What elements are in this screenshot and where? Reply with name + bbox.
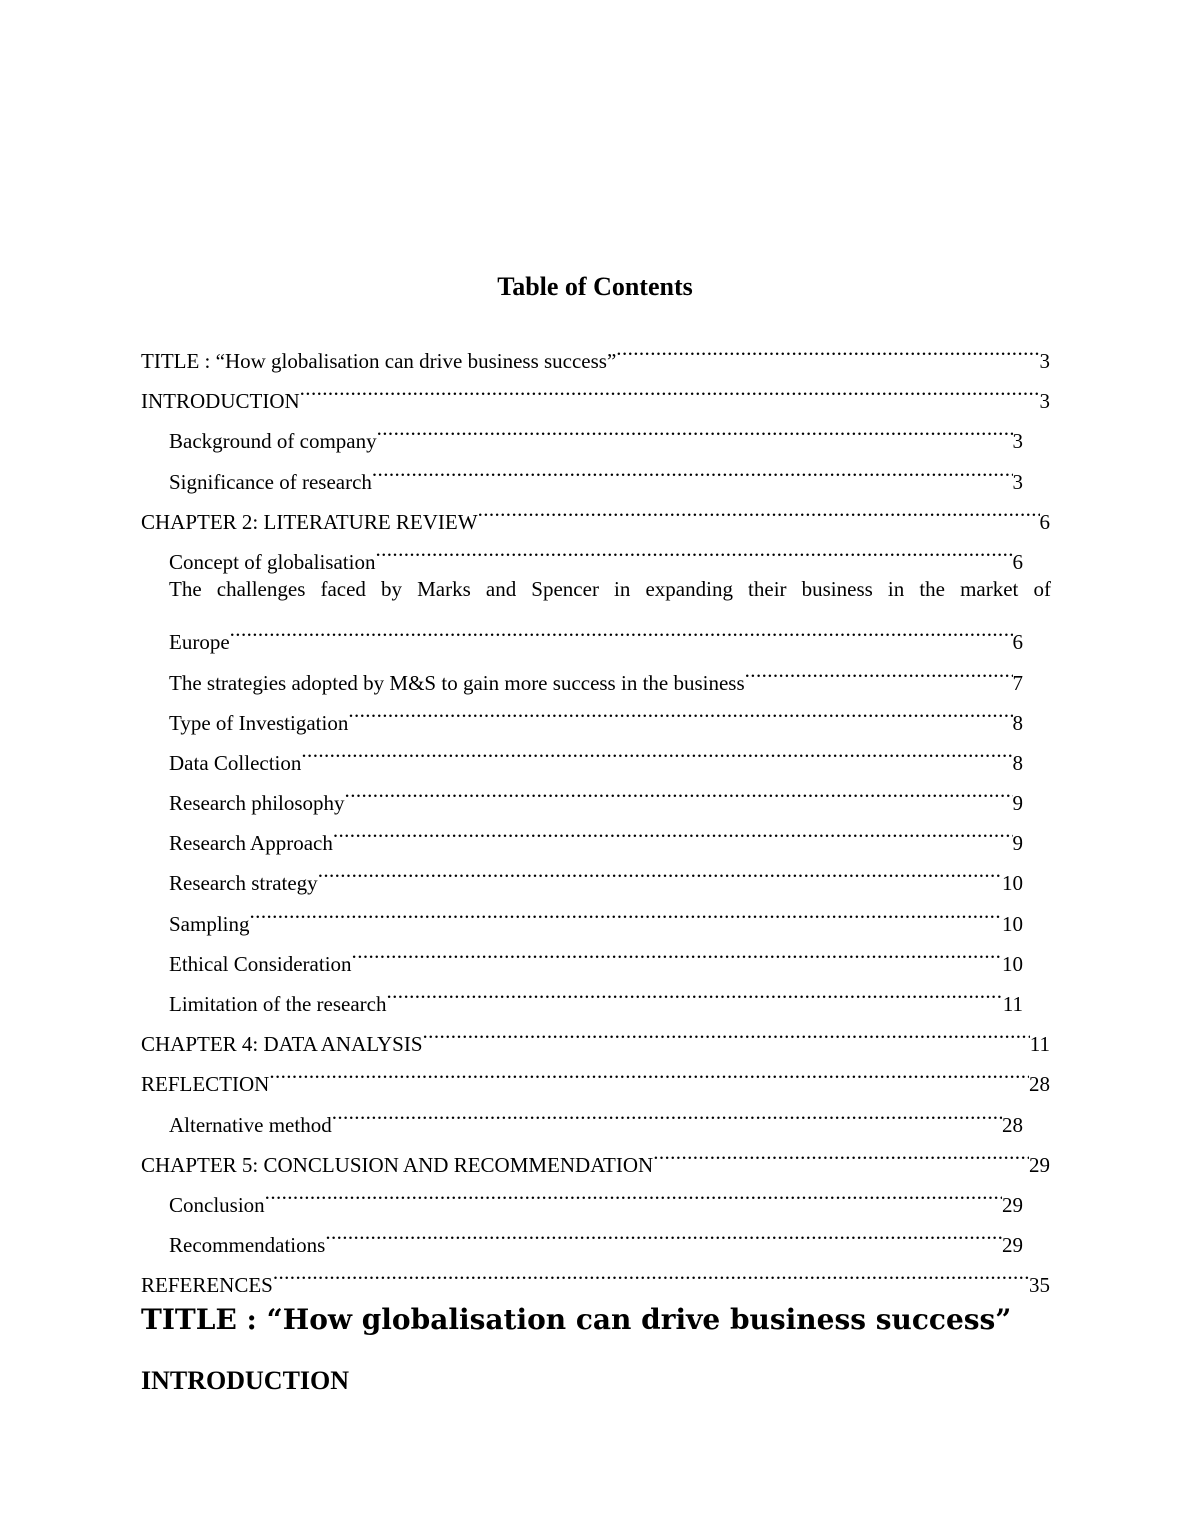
toc-dot-leader — [300, 368, 1040, 408]
toc-page-number: 10 — [1002, 871, 1023, 896]
toc-entry[interactable] — [141, 368, 1050, 414]
toc-page-number: 29 — [1002, 1192, 1023, 1217]
toc-page-number: 10 — [1002, 911, 1023, 936]
toc-dot-leader — [265, 1172, 1002, 1212]
toc-entry-text: REFERENCES — [141, 1273, 273, 1298]
toc-entry-text: TITLE : “How globalisation can drive business success” — [141, 349, 617, 373]
toc-dot-leader — [616, 328, 1039, 368]
toc-page-number: 6 — [1012, 549, 1023, 574]
toc-entry[interactable] — [169, 408, 1023, 454]
toc-entry-text: Conclusion — [169, 1192, 265, 1217]
toc-page-number: 35 — [1029, 1273, 1050, 1298]
toc-entry[interactable] — [169, 1172, 1023, 1217]
toc-dot-leader — [348, 690, 1012, 730]
toc-dot-leader — [375, 529, 1012, 569]
toc-dot-leader — [478, 489, 1040, 529]
toc-entry[interactable] — [169, 1092, 1023, 1137]
toc-page-number: 8 — [1012, 710, 1023, 735]
toc-entry[interactable] — [169, 810, 1023, 856]
section-heading-introduction: INTRODUCTION — [141, 1366, 350, 1395]
toc-entry[interactable] — [169, 449, 1023, 494]
toc-entry[interactable] — [169, 850, 1023, 896]
toc-entry[interactable] — [169, 690, 1023, 735]
document-title: TITLE : “How globalisation can drive business success” — [141, 1303, 1012, 1336]
toc-entry[interactable] — [141, 1051, 1050, 1097]
toc-page-number: 3 — [1012, 429, 1023, 454]
toc-entry-text: Research strategy — [169, 871, 318, 896]
toc-page-number: 29 — [1002, 1233, 1023, 1258]
toc-entry[interactable] — [169, 770, 1023, 816]
toc-entry[interactable] — [169, 730, 1023, 775]
toc-page-number: 3 — [1039, 389, 1050, 414]
toc-entry-text: Type of Investigation — [169, 710, 349, 735]
toc-entry[interactable] — [169, 650, 1023, 695]
toc-page-number: 10 — [1002, 951, 1023, 976]
toc-page-number: 6 — [1012, 630, 1023, 655]
toc-entry-text: REFLECTION — [141, 1072, 270, 1097]
toc-page-number: 29 — [1029, 1152, 1050, 1177]
toc-entry[interactable] — [169, 891, 1023, 936]
toc-entry[interactable] — [141, 1132, 1050, 1177]
toc-heading: Table of Contents — [497, 272, 693, 301]
toc-dot-leader — [230, 609, 1013, 649]
toc-entry-text: Concept of globalisation — [169, 549, 376, 574]
table-of-contents — [141, 328, 1051, 1298]
toc-page-number: 3 — [1012, 469, 1023, 494]
toc-dot-leader — [318, 850, 1002, 890]
toc-page-number: 9 — [1012, 831, 1023, 856]
toc-dot-leader — [250, 891, 1002, 931]
toc-dot-leader — [269, 1051, 1029, 1091]
toc-entry-text: CHAPTER 2: LITERATURE REVIEW — [141, 509, 478, 534]
toc-entry-text: Ethical Consideration — [169, 951, 352, 976]
toc-page-number: 11 — [1029, 1032, 1050, 1057]
toc-entry[interactable] — [169, 1212, 1023, 1258]
toc-page-number: 6 — [1039, 509, 1050, 534]
toc-entry-text: Recommendations — [169, 1233, 326, 1258]
toc-entry-text: Data Collection — [169, 750, 302, 775]
toc-page-number: 3 — [1039, 349, 1050, 373]
toc-dot-leader — [387, 971, 1003, 1011]
toc-dot-leader — [653, 1132, 1029, 1172]
toc-entry-text: Europe — [169, 630, 230, 655]
toc-dot-leader — [372, 449, 1013, 489]
toc-entry-text: INTRODUCTION — [141, 389, 300, 414]
toc-dot-leader — [377, 408, 1013, 448]
toc-page-number: 28 — [1029, 1072, 1050, 1097]
toc-dot-leader — [332, 1092, 1002, 1132]
toc-page-number: 9 — [1012, 791, 1023, 816]
toc-entry-text: Alternative method — [169, 1112, 332, 1137]
toc-entry[interactable] — [169, 569, 1051, 655]
toc-entry[interactable] — [169, 529, 1023, 574]
toc-entry[interactable] — [169, 931, 1023, 976]
toc-entry-text: Research philosophy — [169, 791, 345, 816]
toc-entry-text-line1: The challenges faced by Marks and Spencer in expanding their business in the market of — [169, 577, 1051, 602]
toc-dot-leader — [745, 650, 1013, 690]
toc-entry[interactable] — [141, 1252, 1050, 1298]
toc-entry-text: The strategies adopted by M&S to gain more success in the business — [169, 670, 745, 695]
toc-entry[interactable] — [169, 971, 1023, 1017]
toc-entry-text: CHAPTER 5: CONCLUSION AND RECOMMENDATION — [141, 1152, 654, 1177]
toc-entry-text: CHAPTER 4: DATA ANALYSIS — [141, 1032, 423, 1057]
toc-dot-leader — [423, 1011, 1030, 1051]
toc-entry[interactable] — [141, 489, 1050, 534]
toc-page-number: 11 — [1002, 992, 1023, 1017]
toc-dot-leader — [345, 770, 1013, 810]
toc-entry-text: Significance of research — [169, 469, 372, 494]
toc-entry-text: Research Approach — [169, 831, 333, 856]
toc-entry-text: Limitation of the research — [169, 992, 387, 1017]
toc-page-number: 7 — [1012, 670, 1023, 695]
toc-page-number: 28 — [1002, 1112, 1023, 1137]
toc-entry-text: Background of company — [169, 429, 377, 454]
toc-entry[interactable] — [141, 1011, 1050, 1057]
toc-dot-leader — [301, 730, 1012, 770]
toc-dot-leader — [325, 1212, 1002, 1252]
toc-entry[interactable] — [141, 328, 1050, 373]
toc-page-number: 8 — [1012, 750, 1023, 775]
toc-entry-text: Sampling — [169, 911, 250, 936]
toc-dot-leader — [333, 810, 1013, 850]
toc-dot-leader — [352, 931, 1002, 971]
toc-dot-leader — [273, 1252, 1029, 1292]
